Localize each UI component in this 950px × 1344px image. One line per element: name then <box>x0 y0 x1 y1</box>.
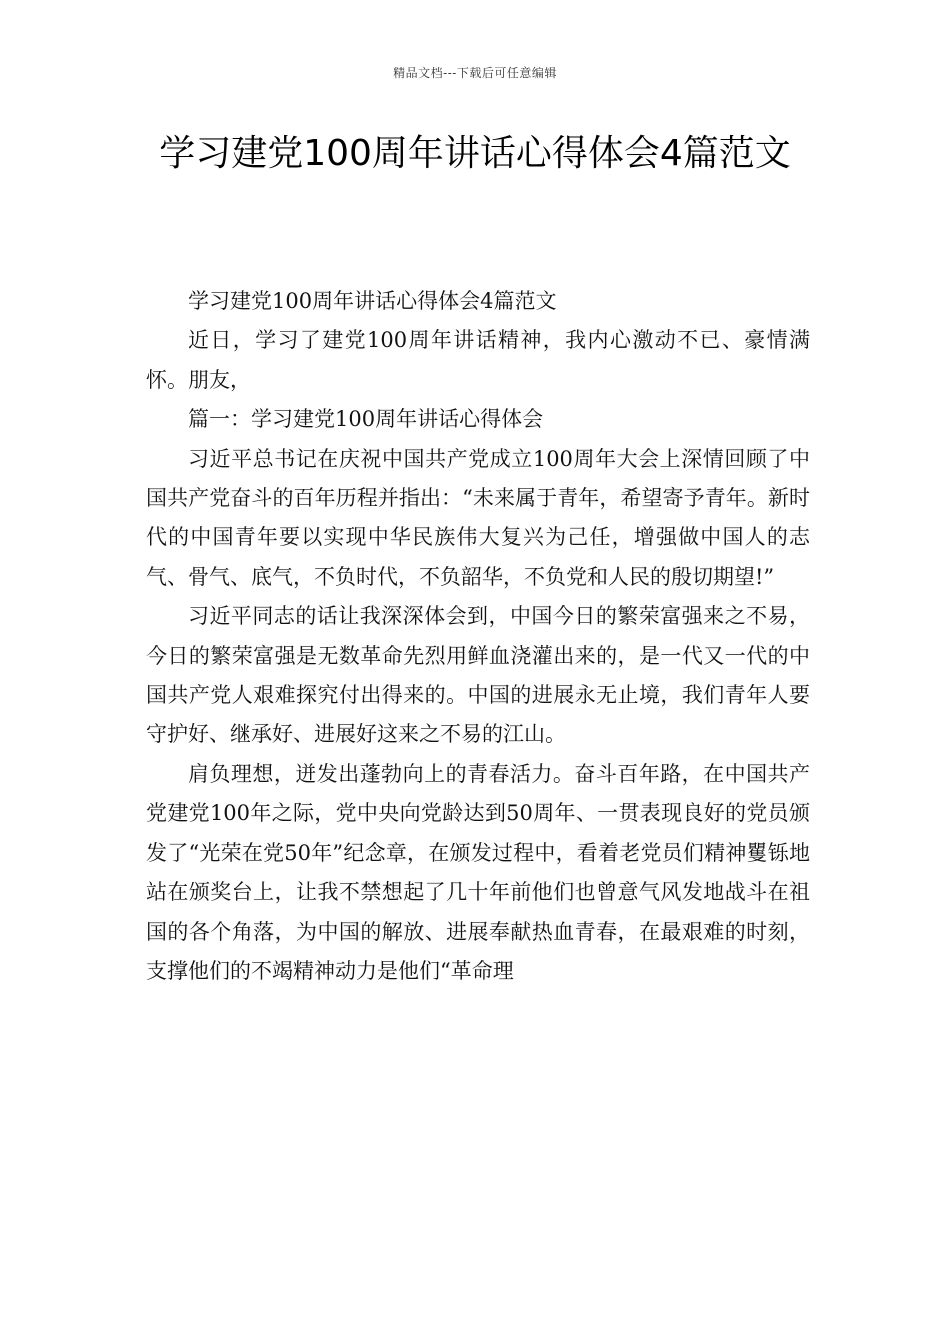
paragraph: 习近平同志的话让我深深体会到，中国今日的繁荣富强来之不易，今日的繁荣富强是无数革命先烈用鲜血浇灌出来的，是一代又一代的中国共产党人艰难探究付出得来的。中国的进展永无止境，我们青年人要守护好、继承好、进展好这来之不易的江山。 <box>146 604 810 747</box>
paragraph-intro: 近日，学习了建党100周年讲话精神，我内心激动不已、豪情满怀。朋友， <box>146 328 810 392</box>
paragraph-subtitle: 学习建党100周年讲话心得体会4篇范文 <box>188 289 557 313</box>
document-body <box>146 282 810 991</box>
header-note: 精品文档---下载后可任意编辑 <box>393 66 557 80</box>
paragraph-section-heading: 篇一：学习建党100周年讲话心得体会 <box>188 407 544 432</box>
document-title: 学习建党100周年讲话心得体会4篇范文 <box>159 133 791 174</box>
paragraph: 习近平总书记在庆祝中国共产党成立100周年大会上深情回顾了中国共产党奋斗的百年历程并指出：“未来属于青年，希望寄予青年。新时代的中国青年要以实现中华民族伟大复兴为己任，增强做中国人的志气、骨气、底气，不负时代，不负韶华，不负党和人民的殷切期望!” <box>146 446 810 589</box>
paragraph: 肩负理想，迸发出蓬勃向上的青春活力。奋斗百年路，在中国共产党建党100年之际，党中央向党龄达到50周年、一贯表现良好的党员颁发了“光荣在党50年”纪念章，在颁发过程中，看着老党员们精神矍铄地站在颁奖台上，让我不禁想起了几十年前他们也曾意气风发地战斗在祖国的各个角落，为中国的解放、进展奉献热血青春，在最艰难的时刻，支撑他们的不竭精神动力是他们“革命理 <box>146 761 810 983</box>
